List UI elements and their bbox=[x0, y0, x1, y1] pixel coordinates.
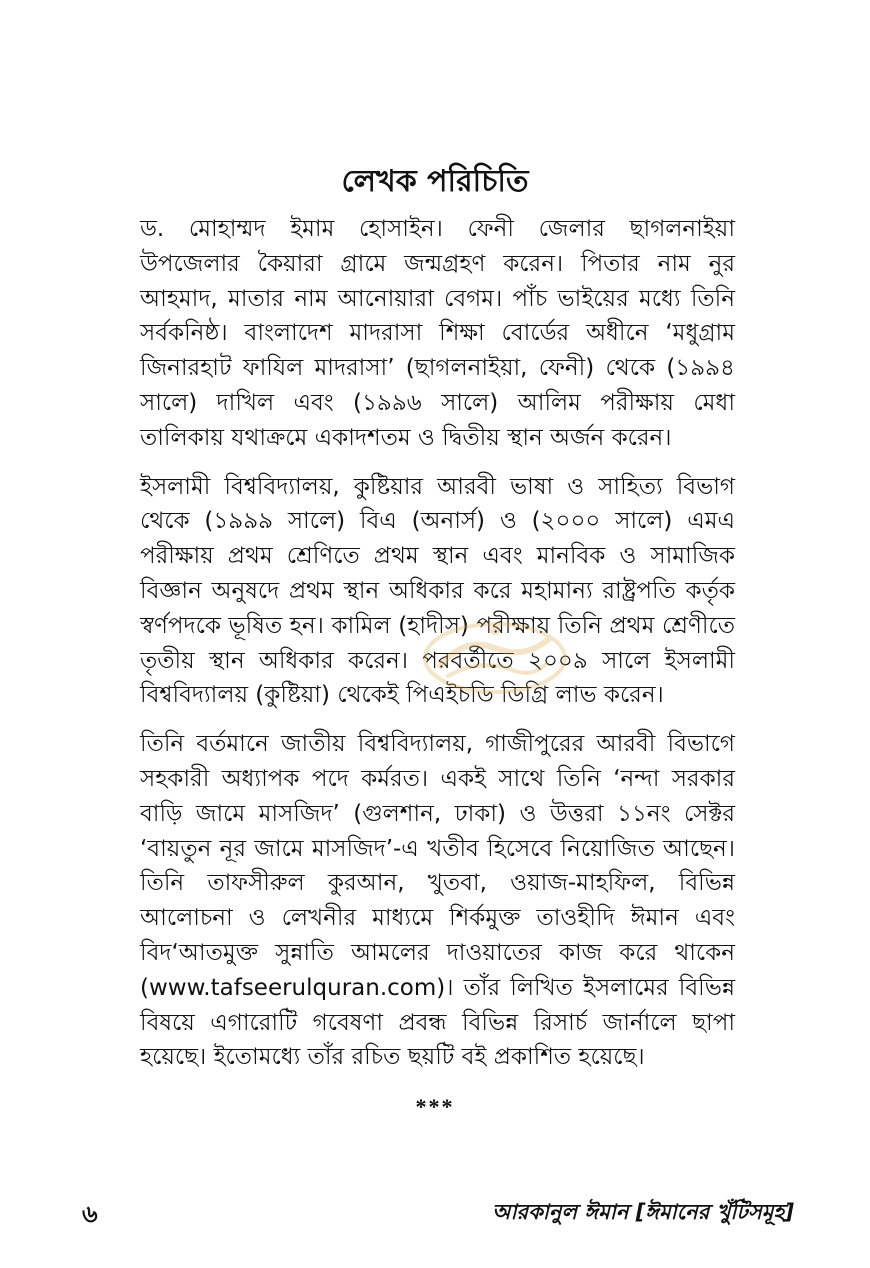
paragraph-education: ইসলামী বিশ্ববিদ্যালয়, কুষ্টিয়ার আরবী ভাষা ও সাহিত্য বিভাগ থেকে (১৯৯৯ সালে) বিএ (অনার্স) ও (২০০০ সালে) এমএ পরীক্ষায় প্রথম শ্রেণিতে প্রথম স্থান এবং মানবিক ও সামাজিক বিজ্ঞান অনুষদে প্রথম স্থান অধিকার করে মহামান্য রাষ্ট্রপতি কর্তৃক স্বর্ণপদকে ভূষিত হন। কামিল (হাদীস) পরীক্ষায় তিনি প্রথম শ্রেণীতে তৃতীয় স্থান অধিকার করেন। পরবর্তীতে ২০০৯ সালে ইসলামী বিশ্ববিদ্যালয় (কুষ্টিয়া) থেকেই পিএইচডি ডিগ্রি লাভ করেন। bbox=[140, 473, 735, 709]
page-title: লেখক পরিচিতি bbox=[341, 164, 529, 199]
body-text bbox=[140, 212, 735, 1089]
paragraph-career: তিনি বর্তমানে জাতীয় বিশ্ববিদ্যালয়, গাজীপুরের আরবী বিভাগে সহকারী অধ্যাপক পদে কর্মরত। একই সাথে তিনি ‘নন্দা সরকার বাড়ি জামে মাসজিদ’ (গুলশান, ঢাকা) ও উত্তরা ১১নং সেক্টর ‘বায়তুন নূর জামে মাসজিদ’-এ খতীব হিসেবে নিয়োজিত আছেন। তিনি তাফসীরুল কুরআন, খুতবা, ওয়াজ-মাহফিল, বিভিন্ন আলোচনা ও লেখনীর মাধ্যমে শির্কমুক্ত তাওহীদি ঈমান এবং বিদ‘আতমুক্ত সুন্নাতি আমলের দাওয়াতের কাজ করে থাকেন (www.tafseerulquran.com)। তাঁর লিখিত ইসলামের বিভিন্ন বিষয়ে এগারোটি গবেষণা প্রবন্ধ বিভিন্ন রিসার্চ জার্নালে ছাপা হয়েছে। ইতোমধ্যে তাঁর রচিত ছয়টি বই প্রকাশিত হয়েছে। bbox=[140, 731, 735, 1071]
paragraph-biography: ড. মোহাম্মদ ইমাম হোসাইন। ফেনী জেলার ছাগলনাইয়া উপজেলার কৈয়ারা গ্রামে জন্মগ্রহণ করেন। পিতার নাম নুর আহমাদ, মাতার নাম আনোয়ারা বেগম। পাঁচ ভাইয়ের মধ্যে তিনি সর্বকনিষ্ঠ। বাংলাদেশ মাদরাসা শিক্ষা বোর্ডের অধীনে ‘মধুগ্রাম জিনারহাট ফাযিল মাদরাসা’ (ছাগলনাইয়া, ফেনী) থেকে (১৯৯৪ সালে) দাখিল এবং (১৯৯৬ সালে) আলিম পরীক্ষায় মেধা তালিকায় যথাক্রমে একাদশতম ও দ্বিতীয় স্থান অর্জন করেন। bbox=[140, 216, 735, 451]
running-footer-book-title: আরকানুল ঈমান [ঈমানের খুঁটিসমূহ] bbox=[492, 1200, 794, 1224]
section-separator: *** bbox=[415, 1094, 455, 1119]
page-number: ৬ bbox=[82, 1200, 98, 1228]
